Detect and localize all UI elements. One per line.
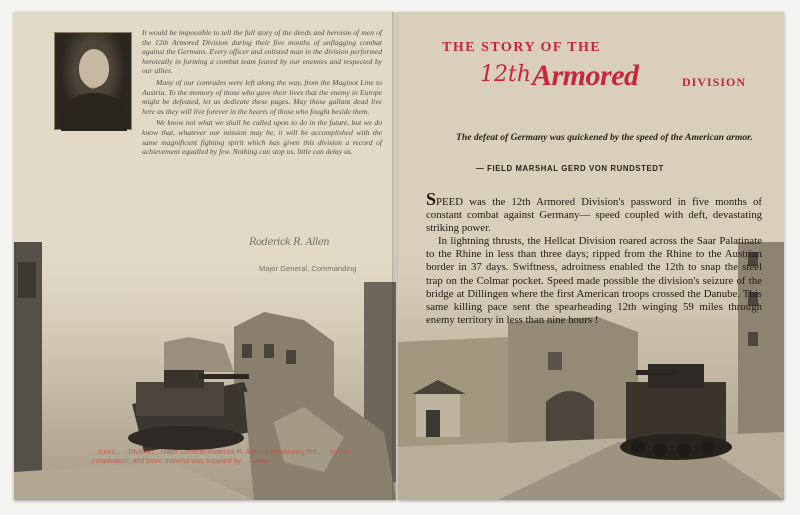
photo-caption: ...cures... ...Division... Major General Roderick R. Allen, commanding the... ...for his cooperation, and basic material was supplied by... ...ohio.: [92, 449, 350, 465]
letter-paragraph: We know not what we shall be called upon to do in the future, but we do know that, whatever our mission may be, it will be accomplished with the same magnificent fighting spirit which has given this division a record of achievement equalled by few. Nothing can stop us, little can delay us.: [142, 118, 382, 157]
drop-cap: S: [426, 189, 437, 209]
title-division: DIVISION: [682, 75, 747, 89]
epigraph-author: — FIELD MARSHAL GERD VON RUNDSTEDT: [476, 164, 664, 173]
general-portrait-photo: [54, 32, 132, 130]
title-line-1: THE STORY OF THE: [442, 40, 602, 55]
portrait-uniform: [61, 93, 127, 131]
epigraph-quote: The defeat of Germany was quickened by the speed of the American armor.: [456, 132, 753, 143]
portrait-face: [79, 49, 109, 87]
letter-paragraph: It would be impossible to tell the full story of the deeds and heroism of men of the 12th Armored Division during their five months of unflagging combat against the Germans. Every officer and enlisted man in the division performed heroically in forming a combat team feared by our enemies and respected by our allies.: [142, 28, 382, 76]
title-number: 12th: [480, 62, 532, 87]
story-paragraph-1: [426, 189, 762, 235]
right-page: [398, 12, 784, 500]
title-armored: Armored: [532, 59, 639, 92]
story-paragraph-2: In lightning thrusts, the Hellcat Division roared across the Saar Palatinate to the Rhine in less than three days; ripped from the Rhine to the Austrian border in 37 days. Swiftness, adroitness enabled the 12th to snap the steel trap on the Colmar pocket. Speed made possible the division's seizure of the bridge at Dillingen where the first American troops crossed the Danube. This same killing pace sent the spearheading 12th winging 59 miles through enemy territory in less than nine hours !: [426, 235, 762, 326]
letter-paragraph: Many of our comrades were left along the way, from the Maginot Line to Austria. To the memory of those who gave their lives that the enemy in Europe might be defeated, let us dedicate these pages. May those gallant dead live here as they will live forever in the hearts of those who fought beside them.: [142, 77, 382, 116]
paragraph-1-text: PEED was the 12th Armored Division's password in five months of constant combat against Germany— speed coupled with deft, devastating striking power.: [426, 196, 762, 235]
commander-letter: [142, 28, 382, 159]
left-page: [14, 12, 396, 500]
story-body: [426, 189, 762, 327]
